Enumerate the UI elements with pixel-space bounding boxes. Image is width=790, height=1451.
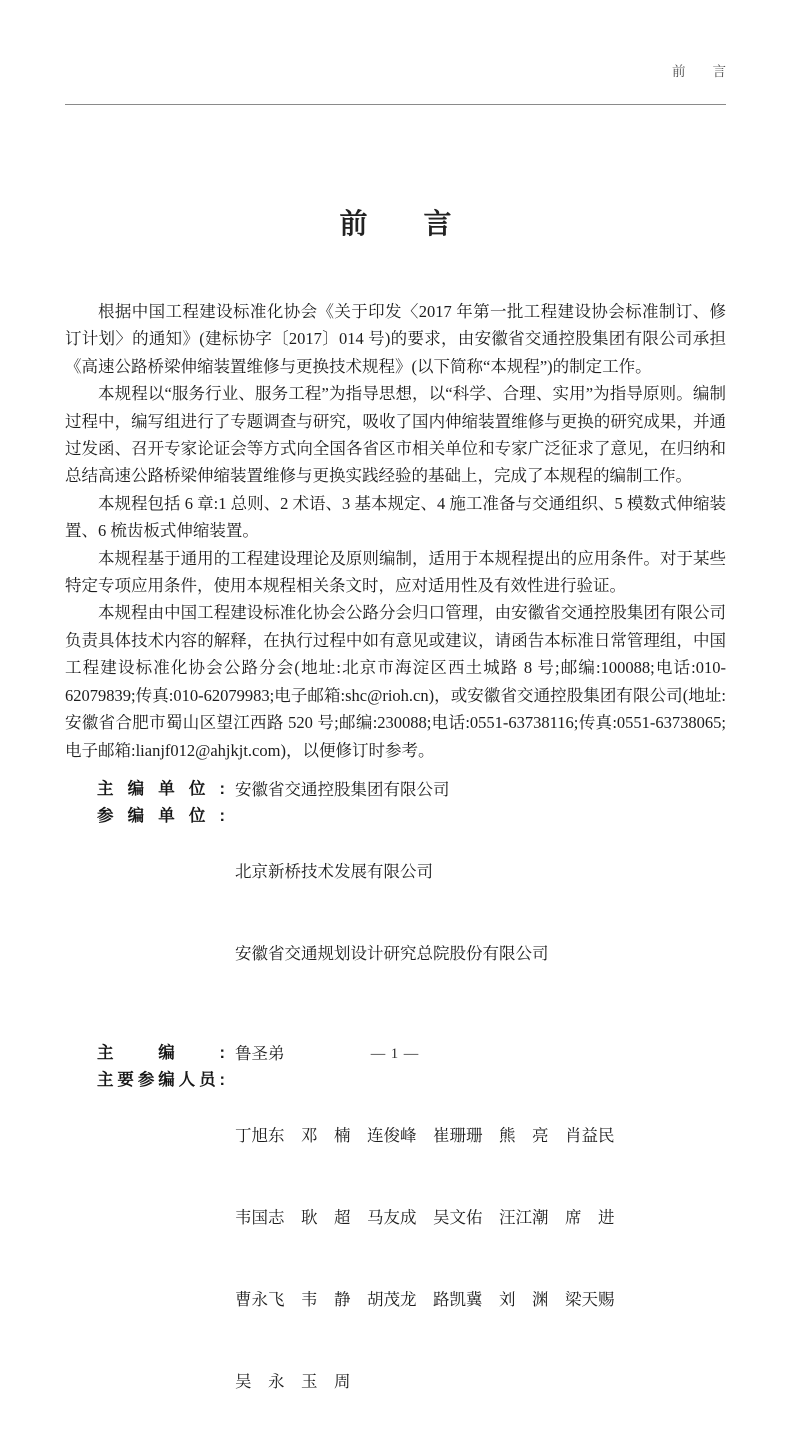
participants-line-4: 吴 永 玉 周 [235, 1372, 351, 1392]
page-header [65, 0, 726, 97]
chief-editing-unit-value: 安徽省交通控股集团有限公司 [235, 779, 450, 799]
chief-editing-unit-label: 主编单位: [97, 779, 225, 798]
participating-unit-values [235, 803, 549, 1022]
participating-unit-label: 参编单位: [97, 807, 225, 826]
participants-label: 主要参编人员: [97, 1070, 225, 1089]
running-title: 前 言 [672, 64, 726, 79]
participating-unit-row [97, 803, 726, 1022]
paragraph-1: 根据中国工程建设标准化协会《关于印发〈2017 年第一批工程建设协会标准制订、修订计划〉的通知》(建标协字〔2017〕014 号)的要求，由安徽省交通控股集团有限公司承担《高速公路桥梁伸缩装置维修与更换技术规程》(以下简称“本规程”)的制定工作。 [65, 302, 726, 376]
preface-body [65, 298, 726, 764]
paragraph-2: 本规程以“服务行业、服务工程”为指导思想，以“科学、合理、实用”为指导原则。编制过程中，编写组进行了专题调查与研究，吸收了国内伸缩装置维修与更换的研究成果，并通过发函、召开专家论证会等方式向全国各省区市相关单位和专家广泛征求了意见，在归纳和总结高速公路桥梁伸缩装置维修与更换实践经验的基础上，完成了本规程的编制工作。 [65, 384, 726, 486]
credits-section [65, 776, 726, 1451]
participants-row [97, 1067, 726, 1451]
paragraph-3: 本规程包括 6 章:1 总则、2 术语、3 基本规定、4 施工准备与交通组织、5 模数式伸缩装置、6 梳齿板式伸缩装置。 [65, 493, 726, 541]
page-footer [0, 1046, 790, 1063]
chief-editing-unit-row [97, 776, 726, 803]
participants-line-3: 曹永飞 韦 静 胡茂龙 路凯冀 刘 渊 梁天赐 [235, 1290, 615, 1310]
paragraph-5: 本规程由中国工程建设标准化协会公路分会归口管理，由安徽省交通控股集团有限公司负责具体技术内容的解释，在执行过程中如有意见或建议，请函告本标准日常管理组，中国工程建设标准化协会公路分会(地址:北京市海淀区西土城路 8 号;邮编:100088;电话:010-62079839;传真:010-62079983;电子邮箱:shc@rioh.cn)，或安徽省交通控股集团有限公司(地址:安徽省合肥市蜀山区望江西路 520 号;邮编:230088;电话:0551-63738116;传真:0551-63738065;电子邮箱:lianjf012@ahjkjt.com)，以便修订时参考。 [65, 603, 726, 760]
paragraph-4: 本规程基于通用的工程建设理论及原则编制，适用于本规程提出的应用条件。对于某些特定专项应用条件，使用本规程相关条文时，应对适用性及有效性进行验证。 [65, 548, 726, 596]
participants-line-1: 丁旭东 邓 楠 连俊峰 崔珊珊 熊 亮 肖益民 [235, 1125, 615, 1145]
chief-editor-name: 鲁圣弟 [235, 1043, 285, 1063]
participating-unit-1: 北京新桥技术发展有限公司 [235, 862, 433, 882]
participants-names [235, 1067, 615, 1451]
page-number: — 1 — [370, 1046, 420, 1062]
header-rule [65, 104, 726, 105]
participants-line-2: 韦国志 耿 超 马友成 吴文佑 汪江潮 席 进 [235, 1208, 615, 1227]
page-title: 前 言 [339, 209, 452, 240]
participating-unit-2: 安徽省交通规划设计研究总院股份有限公司 [235, 944, 549, 964]
chief-editor-label: 主编: [97, 1043, 225, 1062]
